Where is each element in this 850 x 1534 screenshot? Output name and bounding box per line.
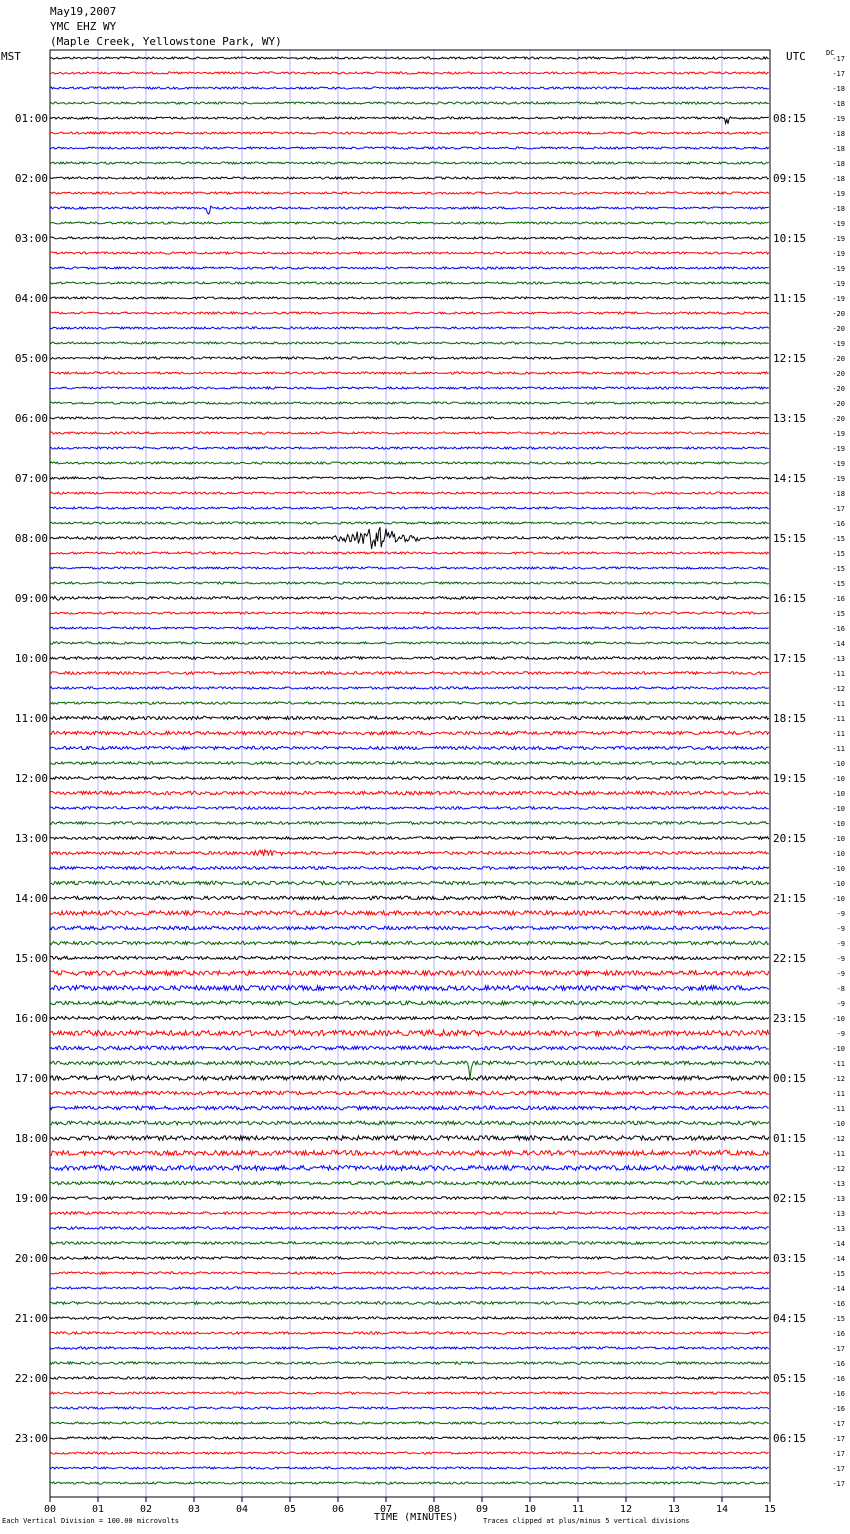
x-tick-label: 05 (283, 1504, 297, 1515)
dc-offset-label: -15 (832, 1270, 845, 1278)
seismic-trace (50, 162, 769, 164)
dc-offset-label: -10 (832, 1120, 845, 1128)
dc-offset-label: -18 (832, 85, 845, 93)
dc-offset-label: -19 (832, 265, 845, 273)
dc-offset-label: -19 (832, 115, 845, 123)
seismic-trace (50, 432, 769, 434)
dc-offset-label: -20 (832, 385, 845, 393)
dc-header-label: DC (826, 49, 835, 57)
left-hour-label: 10:00 (14, 652, 48, 665)
seismic-trace (50, 87, 769, 89)
dc-offset-label: -12 (832, 685, 845, 693)
left-hour-label: 12:00 (14, 772, 48, 785)
left-hour-label: 02:00 (14, 172, 48, 185)
dc-offset-label: -19 (832, 280, 845, 288)
dc-offset-label: -17 (832, 1465, 845, 1473)
seismic-trace (50, 527, 769, 549)
seismic-trace (50, 1091, 769, 1095)
seismic-trace (50, 1136, 769, 1140)
x-tick-label: 09 (475, 1504, 489, 1515)
x-tick-label: 10 (523, 1504, 537, 1515)
dc-offset-label: -19 (832, 235, 845, 243)
left-hour-label: 11:00 (14, 712, 48, 725)
right-hour-label: 14:15 (773, 472, 807, 485)
dc-offset-label: -12 (832, 1075, 845, 1083)
dc-offset-label: -16 (832, 1390, 845, 1398)
dc-offset-label: -18 (832, 130, 845, 138)
seismic-trace (50, 297, 769, 299)
right-hour-label: 08:15 (773, 112, 807, 125)
seismic-trace (50, 1197, 769, 1200)
dc-offset-label: -9 (836, 955, 845, 963)
left-hour-label: 07:00 (14, 472, 48, 485)
dc-offset-label: -20 (832, 310, 845, 318)
seismic-trace (50, 1227, 769, 1230)
dc-offset-label: -17 (832, 1450, 845, 1458)
seismic-trace (50, 762, 769, 765)
seismic-trace (50, 716, 769, 719)
seismic-trace (50, 777, 769, 780)
left-hour-label: 05:00 (14, 352, 48, 365)
dc-offset-label: -8 (836, 985, 845, 993)
left-hour-label: 01:00 (14, 112, 48, 125)
dc-offset-label: -10 (832, 790, 845, 798)
seismic-trace (50, 941, 769, 945)
seismic-trace (50, 1257, 769, 1260)
dc-offset-label: -10 (832, 880, 845, 888)
seismic-trace (50, 1181, 769, 1184)
seismic-trace (50, 627, 769, 629)
dc-offset-label: -12 (832, 1135, 845, 1143)
right-hour-label: 10:15 (773, 232, 807, 245)
left-hour-label: 20:00 (14, 1252, 48, 1265)
seismic-trace (50, 417, 769, 419)
x-axis-title: TIME (MINUTES) (374, 1512, 459, 1523)
seismic-trace (50, 657, 769, 660)
seismic-trace (50, 57, 769, 59)
dc-offset-label: -17 (832, 1420, 845, 1428)
dc-offset-label: -16 (832, 1360, 845, 1368)
seismic-trace (50, 582, 769, 584)
seismic-trace (50, 552, 769, 554)
right-hour-label: 15:15 (773, 532, 807, 545)
seismic-trace (50, 117, 769, 124)
seismic-trace (50, 387, 769, 389)
seismic-trace (50, 132, 769, 134)
dc-offset-label: -10 (832, 1015, 845, 1023)
x-tick-label: 04 (235, 1504, 249, 1515)
seismic-trace (50, 642, 769, 644)
dc-offset-label: -9 (836, 1030, 845, 1038)
left-timezone-label: MST (1, 50, 21, 63)
seismic-trace (50, 1392, 769, 1394)
seismic-trace (50, 822, 769, 825)
right-hour-label: 23:15 (773, 1012, 807, 1025)
x-tick-label: 14 (715, 1504, 729, 1515)
dc-offset-label: -16 (832, 1375, 845, 1383)
dc-offset-label: -16 (832, 1330, 845, 1338)
seismic-trace (50, 342, 769, 344)
dc-offset-label: -10 (832, 760, 845, 768)
seismic-trace (50, 402, 769, 404)
seismic-trace (50, 896, 769, 900)
station-label: YMC EHZ WY (50, 20, 117, 33)
dc-offset-label: -16 (832, 595, 845, 603)
dc-offset-label: -19 (832, 460, 845, 468)
dc-offset-label: -10 (832, 850, 845, 858)
left-hour-label: 18:00 (14, 1132, 48, 1145)
dc-offset-label: -15 (832, 535, 845, 543)
seismic-trace (50, 522, 769, 524)
seismic-trace (50, 926, 769, 930)
seismic-trace (50, 1242, 769, 1245)
x-tick-label: 13 (667, 1504, 681, 1515)
seismic-trace (50, 222, 769, 224)
dc-offset-label: -11 (832, 745, 845, 753)
dc-offset-label: -19 (832, 475, 845, 483)
seismic-trace (50, 567, 769, 569)
clip-note: Traces clipped at plus/minus 5 vertical divisions (483, 1517, 690, 1525)
seismic-trace (50, 881, 769, 885)
dc-offset-label: -20 (832, 370, 845, 378)
right-timezone-label: UTC (786, 50, 806, 63)
seismic-trace (50, 1046, 769, 1050)
seismic-trace (50, 1001, 769, 1005)
dc-offset-label: -9 (836, 970, 845, 978)
dc-offset-label: -15 (832, 1315, 845, 1323)
dc-offset-label: -14 (832, 1240, 845, 1248)
x-tick-label: 01 (91, 1504, 105, 1515)
dc-offset-label: -11 (832, 730, 845, 738)
left-hour-label: 15:00 (14, 952, 48, 965)
left-hour-label: 17:00 (14, 1072, 48, 1085)
seismic-trace (50, 850, 769, 856)
seismic-trace (50, 1377, 769, 1379)
dc-offset-label: -11 (832, 1060, 845, 1068)
dc-offset-label: -9 (836, 1000, 845, 1008)
dc-offset-label: -10 (832, 895, 845, 903)
dc-offset-label: -16 (832, 1405, 845, 1413)
left-hour-label: 21:00 (14, 1312, 48, 1325)
dc-offset-label: -11 (832, 700, 845, 708)
seismic-trace (50, 1332, 769, 1334)
left-hour-label: 16:00 (14, 1012, 48, 1025)
seismic-trace (50, 1422, 769, 1424)
seismic-trace (50, 252, 769, 254)
seismic-trace (50, 147, 769, 149)
dc-offset-label: -14 (832, 1255, 845, 1263)
left-hour-label: 13:00 (14, 832, 48, 845)
seismic-trace (50, 312, 769, 314)
seismic-trace (50, 192, 769, 194)
dc-offset-label: -19 (832, 250, 845, 258)
dc-offset-label: -9 (836, 910, 845, 918)
dc-offset-label: -10 (832, 775, 845, 783)
dc-offset-label: -17 (832, 1480, 845, 1488)
seismic-trace (50, 911, 769, 915)
right-hour-label: 02:15 (773, 1192, 807, 1205)
left-hour-label: 06:00 (14, 412, 48, 425)
x-tick-label: 11 (571, 1504, 585, 1515)
dc-offset-label: -19 (832, 190, 845, 198)
dc-offset-label: -17 (832, 1345, 845, 1353)
location-label: (Maple Creek, Yellowstone Park, WY) (50, 35, 282, 48)
left-hour-label: 23:00 (14, 1432, 48, 1445)
seismic-trace (50, 102, 769, 104)
seismic-trace (50, 971, 769, 976)
dc-offset-label: -18 (832, 205, 845, 213)
dc-offset-label: -16 (832, 625, 845, 633)
seismic-trace (50, 447, 769, 449)
dc-offset-label: -15 (832, 550, 845, 558)
right-hour-label: 03:15 (773, 1252, 807, 1265)
dc-offset-label: -18 (832, 100, 845, 108)
right-hour-label: 22:15 (773, 952, 807, 965)
dc-offset-label: -11 (832, 1150, 845, 1158)
dc-offset-label: -20 (832, 415, 845, 423)
dc-offset-label: -17 (832, 55, 845, 63)
dc-offset-label: -19 (832, 445, 845, 453)
left-hour-label: 09:00 (14, 592, 48, 605)
seismic-trace (50, 177, 769, 179)
seismic-trace (50, 1106, 769, 1110)
right-hour-label: 12:15 (773, 352, 807, 365)
dc-offset-label: -10 (832, 805, 845, 813)
seismic-trace (50, 357, 769, 359)
dc-offset-label: -20 (832, 400, 845, 408)
seismic-trace (50, 837, 769, 840)
left-hour-label: 03:00 (14, 232, 48, 245)
dc-offset-label: -11 (832, 1090, 845, 1098)
seismic-trace (50, 1407, 769, 1409)
right-hour-label: 19:15 (773, 772, 807, 785)
seismic-trace (50, 791, 769, 795)
scale-note: Each Vertical Division = 100.00 microvolts (2, 1517, 180, 1525)
seismic-trace (50, 1467, 769, 1469)
right-hour-label: 17:15 (773, 652, 807, 665)
dc-offset-label: -18 (832, 175, 845, 183)
seismic-trace (50, 746, 769, 749)
seismic-trace (50, 807, 769, 810)
right-hour-label: 13:15 (773, 412, 807, 425)
dc-offset-label: -9 (836, 925, 845, 933)
right-hour-label: 20:15 (773, 832, 807, 845)
dc-offset-label: -15 (832, 580, 845, 588)
dc-offset-label: -15 (832, 610, 845, 618)
dc-offset-label: -13 (832, 1225, 845, 1233)
left-hour-label: 14:00 (14, 892, 48, 905)
seismic-trace (50, 267, 769, 269)
left-hour-label: 22:00 (14, 1372, 48, 1385)
plot-frame (50, 50, 770, 1497)
dc-offset-label: -14 (832, 1285, 845, 1293)
dc-offset-label: -11 (832, 1105, 845, 1113)
seismic-trace (50, 612, 769, 614)
x-tick-label: 07 (379, 1504, 393, 1515)
seismic-trace (50, 1076, 769, 1081)
dc-offset-label: -13 (832, 1180, 845, 1188)
dc-offset-label: -13 (832, 1210, 845, 1218)
dc-offset-label: -17 (832, 1435, 845, 1443)
right-hour-label: 05:15 (773, 1372, 807, 1385)
seismic-trace (50, 1030, 769, 1036)
seismic-trace (50, 1272, 769, 1274)
seismic-trace (50, 1287, 769, 1289)
dc-offset-label: -10 (832, 865, 845, 873)
seismic-trace (50, 507, 769, 509)
dc-offset-label: -19 (832, 220, 845, 228)
x-tick-label: 03 (187, 1504, 201, 1515)
seismic-trace (50, 462, 769, 464)
dc-offset-label: -9 (836, 940, 845, 948)
dc-offset-label: -19 (832, 295, 845, 303)
dc-offset-label: -10 (832, 1045, 845, 1053)
seismic-trace (50, 867, 769, 870)
right-hour-label: 09:15 (773, 172, 807, 185)
seismic-trace (50, 1016, 769, 1019)
seismic-trace (50, 702, 769, 704)
x-tick-label: 06 (331, 1504, 345, 1515)
seismic-trace (50, 596, 769, 600)
seismic-trace (50, 492, 769, 494)
seismic-trace (50, 206, 769, 214)
seismic-trace (50, 1166, 769, 1171)
dc-offset-label: -13 (832, 1195, 845, 1203)
dc-offset-label: -11 (832, 715, 845, 723)
right-hour-label: 11:15 (773, 292, 807, 305)
dc-offset-label: -10 (832, 835, 845, 843)
x-tick-label: 12 (619, 1504, 633, 1515)
left-hour-label: 04:00 (14, 292, 48, 305)
dc-offset-label: -15 (832, 565, 845, 573)
x-tick-label: 08 (427, 1504, 441, 1515)
seismic-trace (50, 1362, 769, 1364)
seismic-trace (50, 72, 769, 74)
date-label: May19,2007 (50, 5, 117, 18)
seismic-trace (50, 956, 769, 959)
dc-offset-label: -10 (832, 820, 845, 828)
seismic-trace (50, 1302, 769, 1305)
seismic-trace (50, 327, 769, 329)
right-hour-label: 16:15 (773, 592, 807, 605)
right-hour-label: 21:15 (773, 892, 807, 905)
dc-offset-label: -17 (832, 70, 845, 78)
seismic-trace (50, 1151, 769, 1156)
dc-offset-label: -11 (832, 670, 845, 678)
seismic-trace (50, 1452, 769, 1454)
seismic-trace (50, 1317, 769, 1319)
dc-offset-label: -14 (832, 640, 845, 648)
dc-offset-label: -18 (832, 160, 845, 168)
dc-offset-label: -18 (832, 145, 845, 153)
dc-offset-label: -20 (832, 325, 845, 333)
seismic-trace (50, 1482, 769, 1484)
seismic-trace (50, 986, 769, 991)
left-hour-label: 08:00 (14, 532, 48, 545)
seismic-trace (50, 672, 769, 675)
dc-offset-label: -19 (832, 340, 845, 348)
seismic-trace (50, 1061, 769, 1079)
x-tick-label: 15 (763, 1504, 777, 1515)
left-hour-label: 19:00 (14, 1192, 48, 1205)
right-hour-label: 00:15 (773, 1072, 807, 1085)
x-tick-label: 02 (139, 1504, 153, 1515)
seismic-trace (50, 1437, 769, 1439)
seismic-trace (50, 731, 769, 735)
dc-offset-label: -13 (832, 655, 845, 663)
seismic-trace (50, 282, 769, 284)
dc-offset-label: -20 (832, 355, 845, 363)
dc-offset-label: -18 (832, 490, 845, 498)
dc-offset-label: -12 (832, 1165, 845, 1173)
right-hour-label: 06:15 (773, 1432, 807, 1445)
dc-offset-label: -16 (832, 520, 845, 528)
right-hour-label: 04:15 (773, 1312, 807, 1325)
dc-offset-label: -19 (832, 430, 845, 438)
seismic-trace (50, 372, 769, 374)
x-tick-label: 00 (43, 1504, 57, 1515)
right-hour-label: 01:15 (773, 1132, 807, 1145)
seismic-trace (50, 1347, 769, 1349)
seismic-trace (50, 687, 769, 689)
dc-offset-label: -16 (832, 1300, 845, 1308)
right-hour-label: 18:15 (773, 712, 807, 725)
seismic-trace (50, 1212, 769, 1215)
seismic-trace (50, 237, 769, 239)
dc-offset-label: -17 (832, 505, 845, 513)
seismic-trace (50, 1121, 769, 1125)
seismic-trace (50, 477, 769, 479)
